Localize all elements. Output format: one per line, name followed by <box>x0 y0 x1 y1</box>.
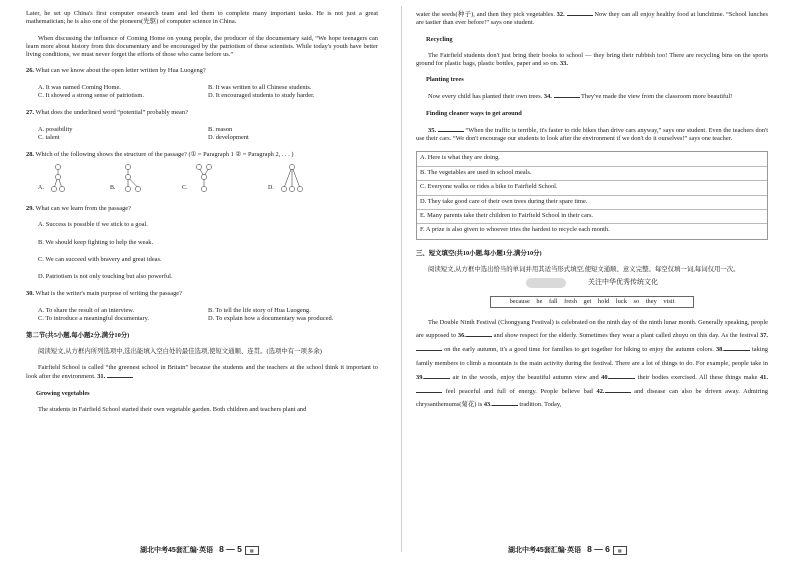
word-box: because he fall fresh get hold luck so they visit <box>490 296 694 308</box>
tree-diagram-icon <box>50 163 80 195</box>
answer-blank[interactable] <box>567 10 593 16</box>
option: D. They take good care of their own trees during their spare time. <box>417 196 767 210</box>
paragraph: Later, he set up China's first computer research team and led them to complete many important tasks. He is not just a great mathematician; he is also one of the pioneers(先驱) of computer science in China. <box>26 10 378 25</box>
paragraph: The Double Ninth Festival (Chongyang Festival) is celebrated on the ninth day of the ninth lunar month. Generally speaking, people are supposed to 36. and show respect for the elderly. Sometimes they wear a plant called zhuyu on this day. As the festival 37. on the early autumn, it's a good time for families to get together for hiking to enjoy the autumn colors. 38. taking family members to climb a mountain is the main activity during the festival. There are a lot of things to do. For example, people take in 39. air in the woods, enjoy the beautiful autumn view and 40. their bodies exercised. All these things make 41. feel peaceful and full of energy. People believe bad 42. and disease can also be driven away. Admiring chrysanthemums(菊花) is 43. tradition. Today, <box>416 318 768 409</box>
paragraph: When discussing the influence of Coming Home on young people, the producer of the documentary said, “We hope teenagers can learn more about history from this documentary and be encouraged by the patriotism of these scientists. While today's youth have better living conditions, we must never forget the efforts of those who came before us.” <box>26 34 378 58</box>
paragraph: The Fairfield students don't just bring their books to school — they bring their rubbish too! There are recycling bins on the sports ground for plastic bags, plastic bottles, paper and so on. 33. <box>416 51 768 67</box>
qr-stamp-icon: ▦ <box>245 546 259 555</box>
answer-blank[interactable] <box>424 373 450 379</box>
answer-blank[interactable] <box>438 126 464 132</box>
option: C. To introduce a meaningful documentary. <box>38 314 150 322</box>
option: F. A prize is also given to whoever tries the hardest to recycle each month. <box>420 226 610 234</box>
page-divider <box>401 6 402 552</box>
answer-blank[interactable] <box>492 400 518 406</box>
option: D. Patriotism is not only touching but also powerful. <box>38 272 173 280</box>
tree-diagram-icon <box>194 163 224 195</box>
tree-diagram-icon <box>280 163 310 195</box>
answer-blank[interactable] <box>609 373 635 379</box>
diagram-a: A. <box>38 163 110 195</box>
option: D. It encouraged students to study harder. <box>208 91 315 99</box>
option: B. The vegetables are used in school meals. <box>417 167 767 181</box>
paragraph: water the seeds(种子), and then they pick vegetables. 32. Now they can all enjoy healthy food at lunchtime. “School lunches are tastier than ever before!” says one student. <box>416 11 768 26</box>
instructions: 阅读短文,从方框内所列选项中,选出能填入空白处的最佳选项,使短文通顺、连贯。(选项中有一项多余) <box>38 347 322 355</box>
section-heading: 第二节(共5小题,每小题2分,满分10分) <box>26 331 130 339</box>
option: C. It showed a strong sense of patriotism. <box>38 91 144 99</box>
paragraph: Fairfield School is called “the greenest school in Britain” because the students and the teachers at the school think it important to look after the environment. 31. <box>26 364 378 381</box>
instructions: 阅读短文,从方框中选出恰当的单词并用其适当形式填空,使短文通顺、意义完整。每空仅填一词,每词仅用一次。 <box>428 265 740 273</box>
option: A. possibility <box>38 125 73 133</box>
options-27 <box>26 126 378 142</box>
option: B. To tell the life story of Hua Luogeng. <box>208 306 311 314</box>
page-number: 8 — 5 <box>219 544 242 555</box>
question-27: 27. What does the underlined word “potential” probably mean? <box>26 108 188 116</box>
answer-blank[interactable] <box>416 387 442 393</box>
section-heading: 三、短文填空(共10小题,每小题1分,满分10分) <box>416 249 542 257</box>
option: D. To explain how a documentary was produced. <box>208 314 334 322</box>
diagram-d: D. <box>268 163 340 195</box>
paragraph: 35. “When the traffic is terrible, it's faster to ride bikes than drive cars anyway,” says one student. Even the teachers don't use their cars. “We don't encourage our students to look after the environment if we don't do it ourselves!” says one teacher. <box>416 126 768 142</box>
option: B. We should keep fighting to help the weak. <box>38 238 154 246</box>
option: C. Everyone walks or rides a bike to Fairfield School. <box>417 181 767 195</box>
structure-diagrams <box>38 163 378 195</box>
tree-diagram-icon <box>122 163 152 195</box>
option: B. reason <box>208 125 233 133</box>
option: A. To share the result of an interview. <box>38 306 135 314</box>
paragraph: The students in Fairfield School started their own vegetable garden. Both children and teachers plant and <box>38 406 307 414</box>
options-29 <box>26 221 378 290</box>
option: B. It was written to all Chinese students. <box>208 83 312 91</box>
answer-blank[interactable] <box>466 331 492 337</box>
subheading: Growing vegetables <box>36 390 90 398</box>
options-box <box>416 151 768 239</box>
culture-banner: 关注中华优秀传统文化 <box>526 278 768 290</box>
left-page <box>26 10 378 423</box>
diagram-c: C. <box>182 163 268 195</box>
answer-blank[interactable] <box>724 345 750 351</box>
question-29: 29. What can we learn from the passage? <box>26 204 131 212</box>
option: D. development <box>208 133 249 141</box>
question-28: 28. Which of the following shows the structure of the passage? (① = Paragraph 1 ② = Paragraph 2, . . . ) <box>26 150 294 158</box>
subheading: Recycling <box>426 35 453 43</box>
option: A. Here is what they are doing. <box>417 152 767 166</box>
answer-blank[interactable] <box>554 92 580 98</box>
option: A. Success is possible if we stick to a goal. <box>38 221 148 229</box>
option: C. We can succeed with bravery and great ideas. <box>38 255 162 263</box>
question-26: 26. What can we know about the open letter written by Hua Luogeng? <box>26 67 206 75</box>
diagram-b: B. <box>110 163 182 195</box>
footer-left: 湖北中考45套汇编·英语 8 — 5 ▦ <box>140 544 259 556</box>
option: C. talent <box>38 133 60 141</box>
banner-ribbon-icon <box>526 278 566 288</box>
subheading: Finding cleaner ways to get around <box>426 109 522 117</box>
answer-blank[interactable] <box>605 387 631 393</box>
subheading: Planting trees <box>426 76 464 84</box>
option: A. It was named Coming Home. <box>38 83 121 91</box>
right-page <box>416 10 768 421</box>
paragraph: Now every child has planted their own trees. 34. They've made the view from the classroom more beautiful! <box>428 93 733 101</box>
question-30: 30. What is the writer's main purpose of writing the passage? <box>26 290 182 298</box>
options-26 <box>26 84 378 100</box>
footer-right: 湖北中考45套汇编·英语 8 — 6 ▦ <box>508 544 627 556</box>
page-number: 8 — 6 <box>587 544 610 555</box>
options-30 <box>26 307 378 323</box>
answer-blank[interactable] <box>416 345 442 351</box>
answer-blank[interactable] <box>107 372 133 378</box>
option: E. Many parents take their children to Fairfield School in their cars. <box>417 210 767 224</box>
qr-stamp-icon: ▦ <box>613 546 627 555</box>
